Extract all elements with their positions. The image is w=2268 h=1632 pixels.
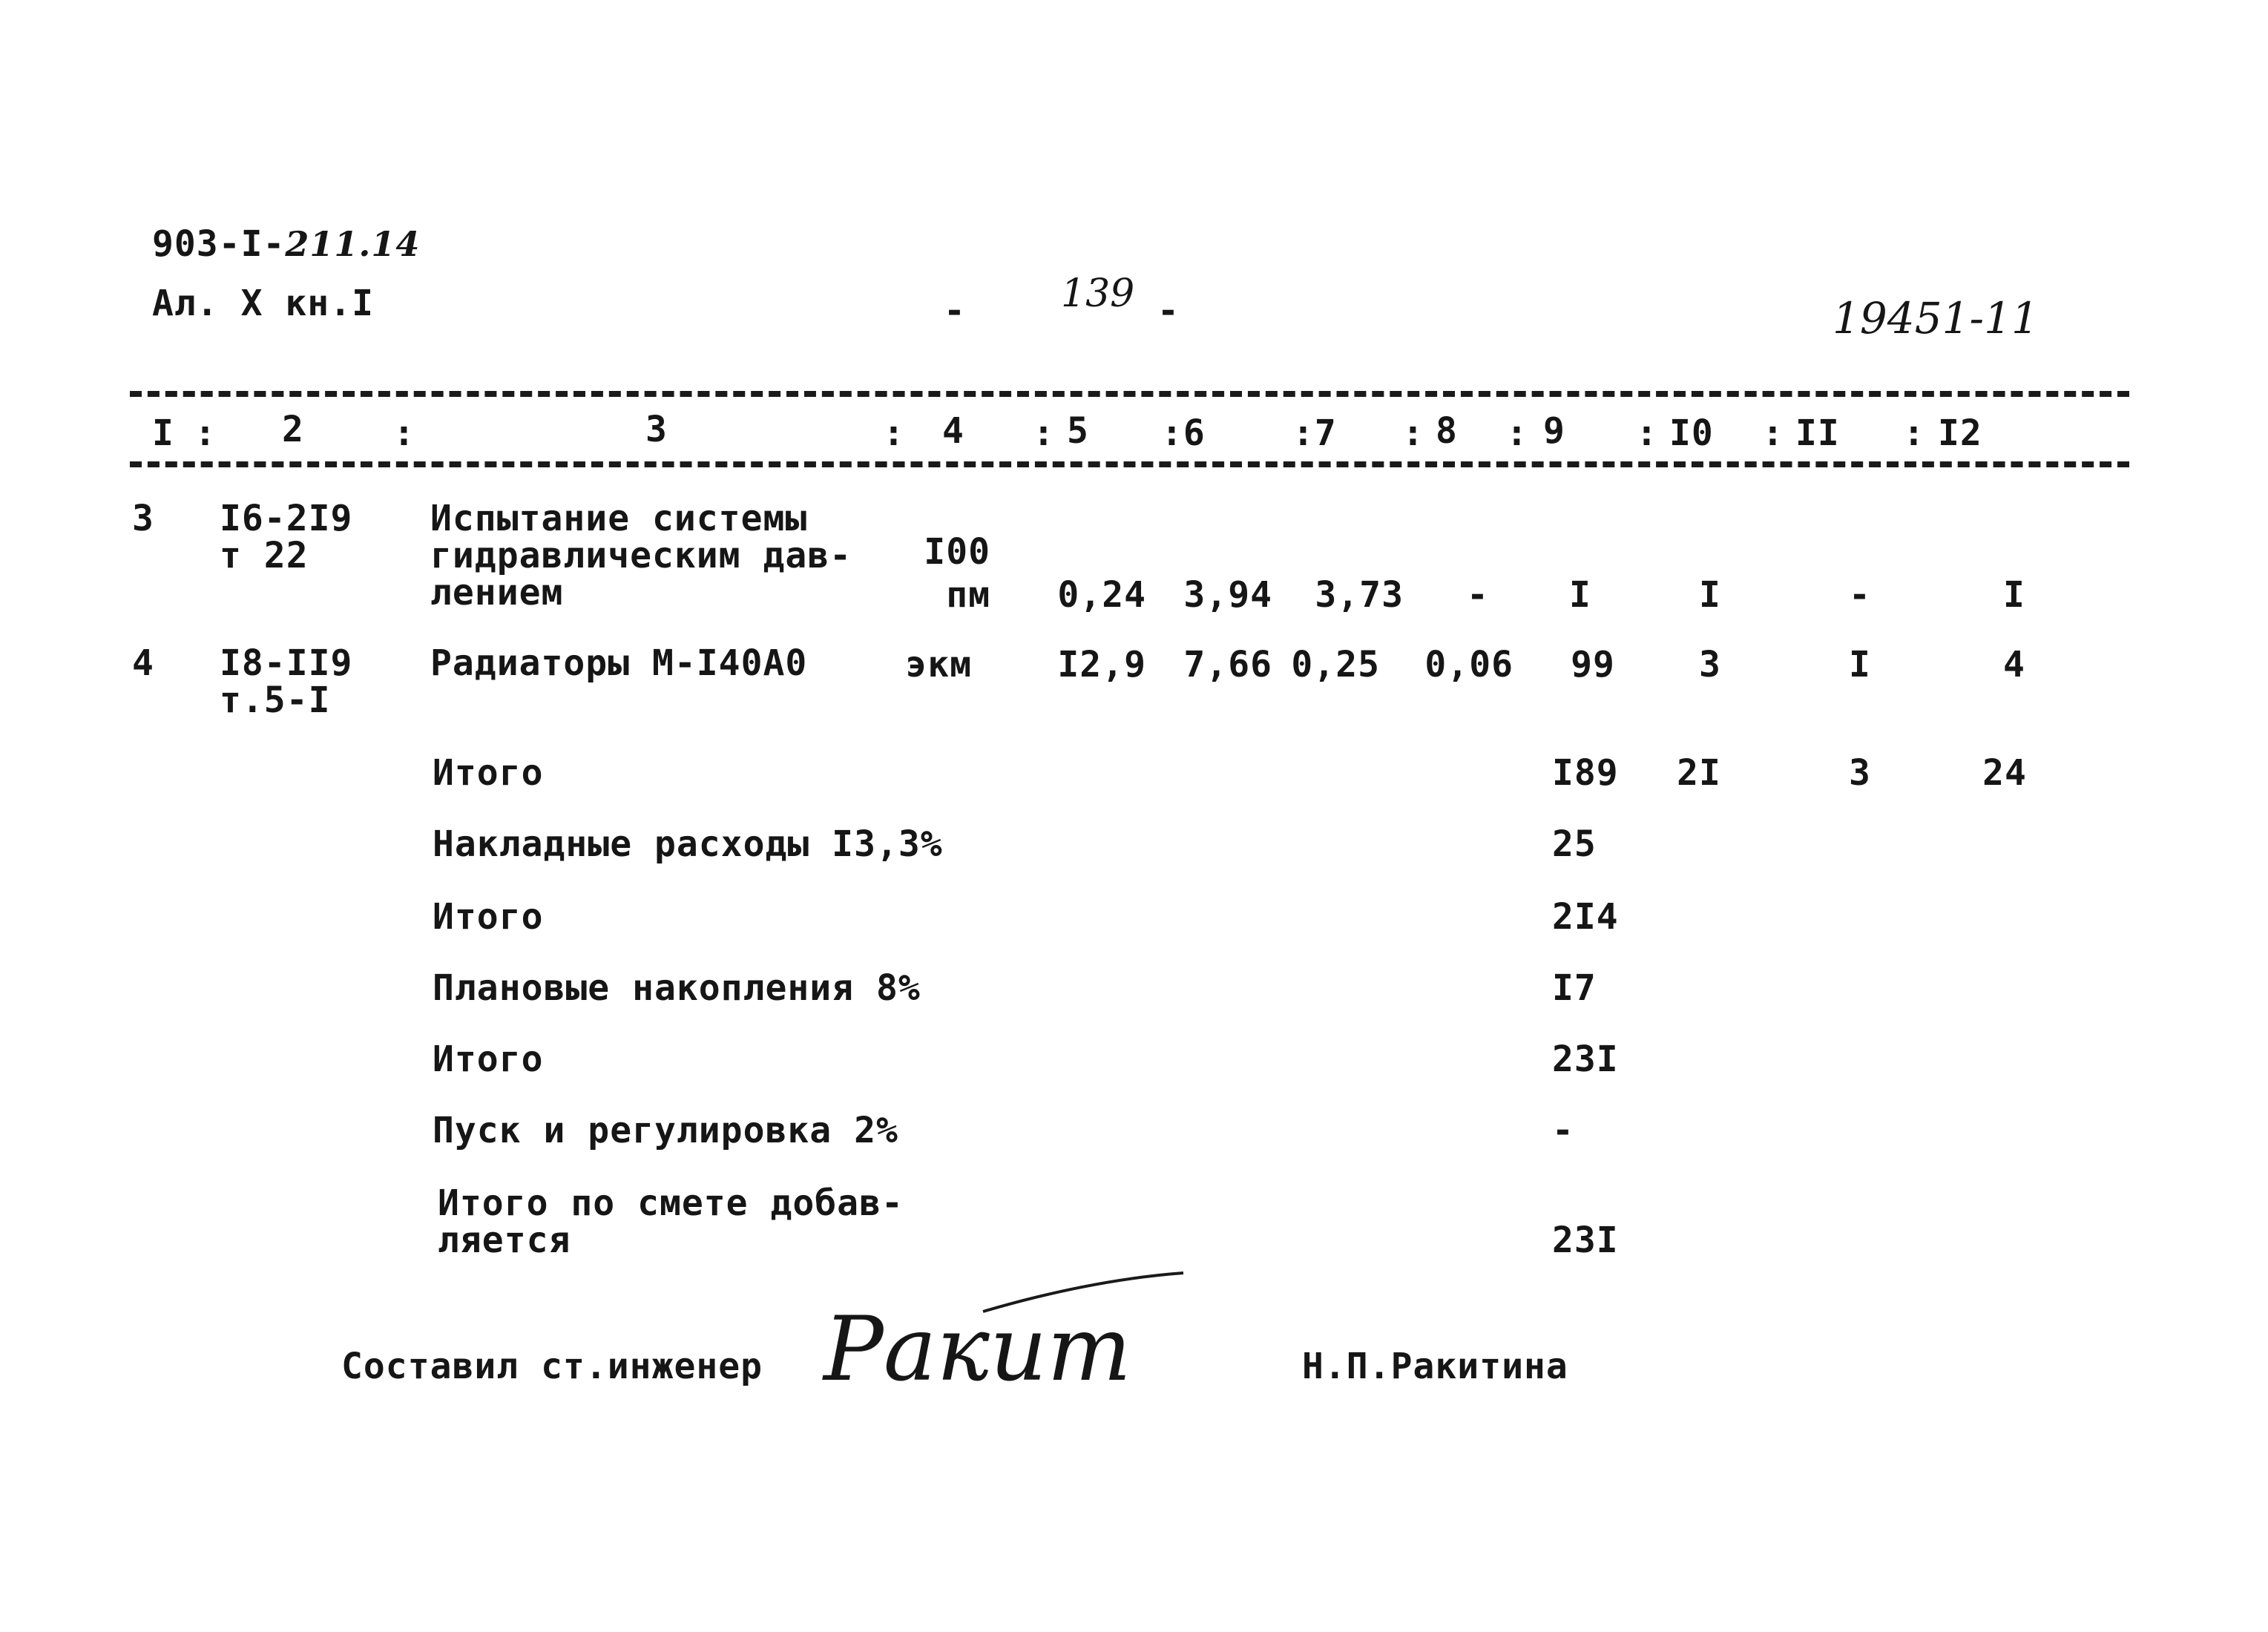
grand-total-col9: 23I (1552, 1220, 1619, 1261)
column-header-1: I (152, 412, 174, 454)
column-header-9: 9 (1543, 410, 1565, 452)
commissioning-label: Пуск и регулировка 2% (433, 1110, 898, 1151)
column-header-12: I2 (1938, 412, 1982, 454)
page-number: 139 (1061, 272, 1135, 316)
column-separator: : (1402, 412, 1424, 454)
page-dash-right: - (1157, 290, 1180, 332)
subtotal-col9: 23I (1552, 1039, 1619, 1080)
column-separator: : (1033, 412, 1055, 454)
total-col10: 2I (1677, 752, 1721, 794)
row-unit: пм (946, 574, 990, 616)
column-separator: : (883, 412, 905, 454)
cell-col5: I2,9 (1057, 644, 1146, 685)
cell-col12: I (2003, 574, 2025, 616)
row-unit: экм (905, 644, 972, 685)
planned-savings-label: Плановые накопления 8% (433, 967, 921, 1009)
cell-col10: 3 (1699, 644, 1721, 685)
column-header-4: 4 (942, 410, 964, 452)
column-header-11: II (1795, 412, 1840, 454)
row-name-line-3: лением (430, 572, 564, 613)
cell-col6: 7,66 (1183, 644, 1272, 685)
cell-col6: 3,94 (1183, 574, 1272, 616)
row-code-line-2: т 22 (220, 535, 309, 576)
overhead-col9: 25 (1552, 823, 1597, 865)
grand-total-label-line-2: ляется (438, 1220, 571, 1261)
subtotal-col9: 2I4 (1552, 896, 1619, 938)
column-header-10: I0 (1669, 412, 1714, 454)
subtotal-label: Итого (433, 896, 544, 938)
row-code-line-2: т.5-I (220, 680, 331, 721)
row-number: 3 (132, 498, 154, 539)
total-col9: I89 (1552, 752, 1619, 794)
album-label: Ал. Х кн.I (152, 283, 374, 324)
cell-col8: 0,06 (1424, 644, 1513, 685)
table-top-rule (130, 391, 2129, 397)
cell-col5: 0,24 (1057, 574, 1146, 616)
column-separator: : (194, 412, 217, 454)
commissioning-col9: - (1552, 1110, 1574, 1151)
cell-col10: I (1699, 574, 1721, 616)
column-header-5: 5 (1067, 410, 1089, 452)
archive-number: 19451-11 (1833, 293, 2039, 343)
column-separator: : (1636, 412, 1658, 454)
cell-col9: I (1569, 574, 1591, 616)
cell-col8: - (1467, 574, 1489, 616)
signature: Ракит (824, 1298, 1132, 1401)
document-code-handwritten: 211.14 (285, 224, 421, 264)
subtotal-label: Итого (433, 1039, 544, 1080)
row-code-line-1: I8-II9 (220, 642, 353, 684)
column-header-7: :7 (1292, 412, 1337, 454)
row-unit-qty: I00 (924, 531, 990, 573)
cell-col7: 3,73 (1315, 574, 1404, 616)
column-header-3: 3 (645, 409, 668, 450)
compiler-name: Н.П.Ракитина (1302, 1346, 1568, 1387)
cell-col12: 4 (2003, 644, 2025, 685)
cell-col7: 0,25 (1291, 644, 1380, 685)
column-separator: : (1506, 412, 1528, 454)
signature-stroke (979, 1267, 1187, 1319)
cell-col11: I (1849, 644, 1871, 685)
column-separator: : (393, 412, 415, 454)
row-name-line-2: гидравлическим дав- (430, 535, 852, 576)
compiled-by-label: Составил ст.инженер (341, 1346, 763, 1387)
page-dash-left: - (944, 290, 966, 332)
row-number: 4 (132, 642, 154, 684)
total-col12: 24 (1982, 752, 2027, 794)
cell-col9: 99 (1571, 644, 1615, 685)
row-code-line-1: I6-2I9 (220, 498, 353, 539)
total-label: Итого (433, 752, 544, 794)
column-header-6: :6 (1161, 412, 1206, 454)
column-separator: : (1903, 412, 1925, 454)
cell-col11: - (1849, 574, 1871, 616)
column-header-8: 8 (1436, 410, 1458, 452)
column-header-2: 2 (282, 409, 304, 450)
overhead-label: Накладные расходы I3,3% (433, 823, 943, 865)
row-name-line-1: Радиаторы М-I40А0 (430, 642, 808, 684)
row-name-line-1: Испытание системы (430, 498, 808, 539)
column-separator: : (1762, 412, 1784, 454)
total-col11: 3 (1849, 752, 1871, 794)
planned-savings-col9: I7 (1552, 967, 1597, 1009)
table-header-rule (130, 461, 2129, 467)
document-code: 903-I-211.14 (152, 223, 421, 265)
grand-total-label-line-1: Итого по смете добав- (438, 1182, 904, 1224)
